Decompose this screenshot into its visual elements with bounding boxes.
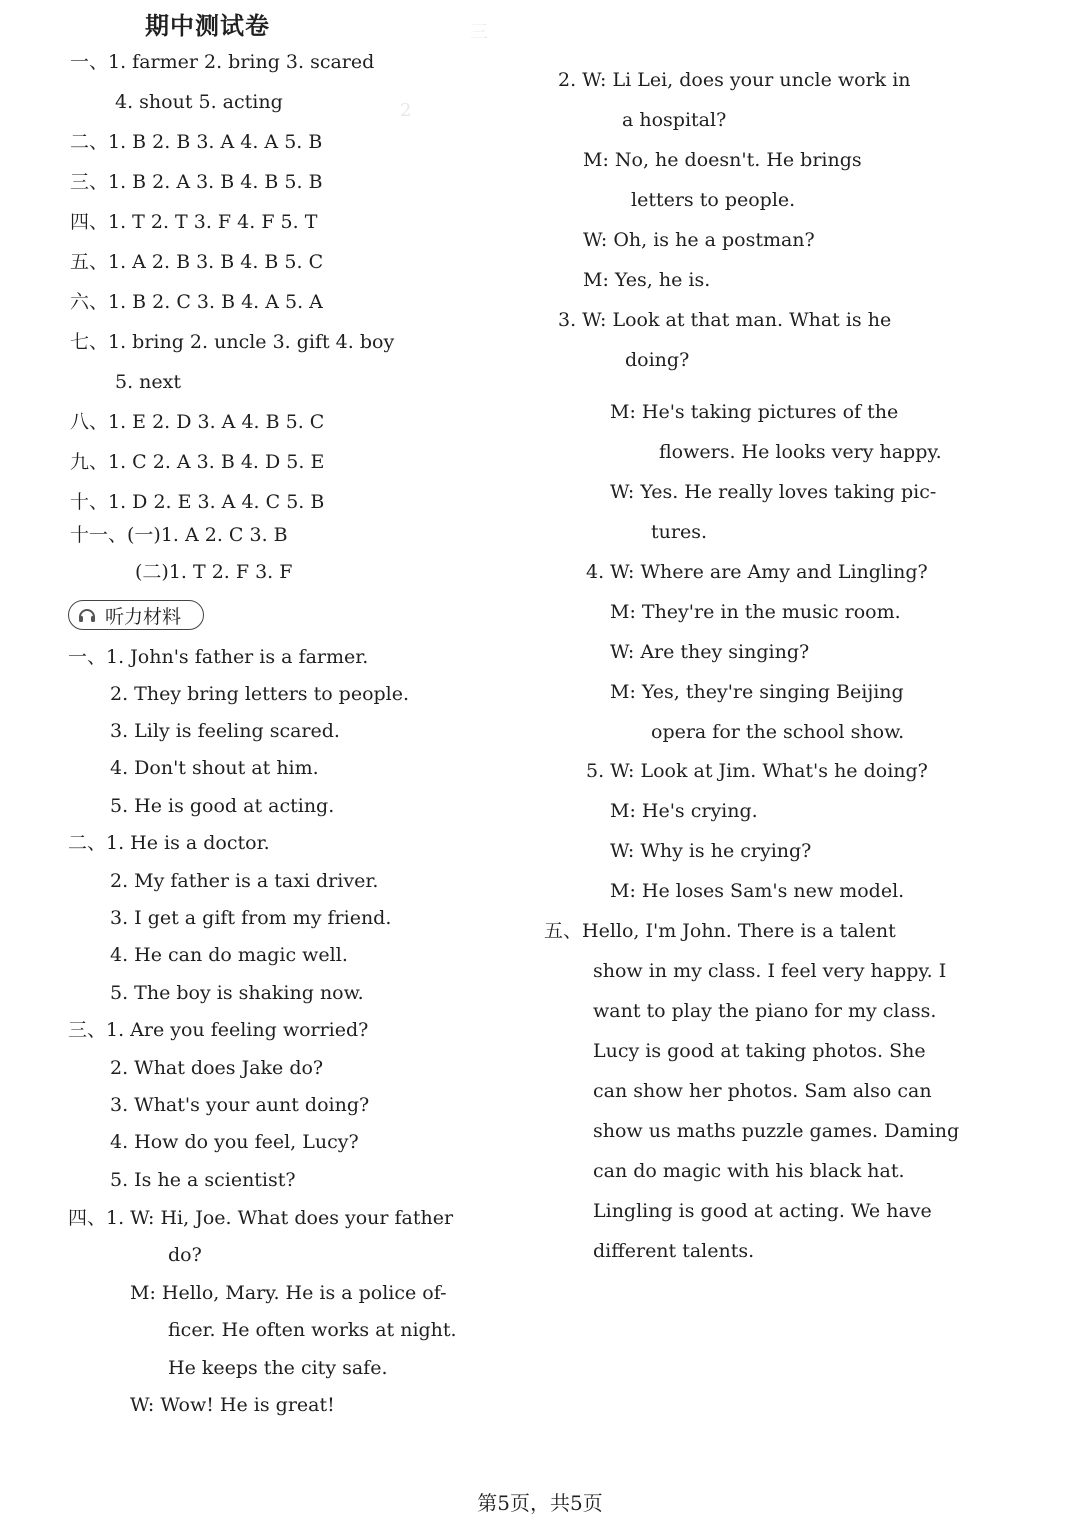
listening-line: Lingling is good at acting. We have: [593, 1200, 932, 1222]
listening-line: 2. They bring letters to people.: [110, 683, 410, 705]
listening-line: 5. The boy is shaking now.: [110, 982, 364, 1004]
answer-line: 八、1. E 2. D 3. A 4. B 5. C: [70, 411, 325, 433]
listening-line: doing?: [625, 349, 690, 371]
listening-line: 2. My father is a taxi driver.: [110, 870, 379, 892]
answer-line: 三、1. B 2. A 3. B 4. B 5. B: [70, 171, 323, 193]
listening-line: 3. Lily is feeling scared.: [110, 720, 340, 742]
listening-line: M: He's taking pictures of the: [610, 401, 899, 423]
listening-line: M: They're in the music room.: [610, 601, 901, 623]
listening-line: He keeps the city safe.: [168, 1357, 388, 1379]
listening-line: Lucy is good at taking photos. She: [593, 1040, 926, 1062]
answer-line: 七、1. bring 2. uncle 3. gift 4. boy: [70, 331, 395, 353]
listening-line: tures.: [651, 521, 707, 543]
listening-line: 一、1. John's father is a farmer.: [68, 646, 369, 668]
listening-line: M: Hello, Mary. He is a police of-: [130, 1282, 447, 1304]
listening-line: M: Yes, he is.: [583, 269, 711, 291]
answer-line: 5. next: [115, 371, 181, 393]
answer-line: 一、1. farmer 2. bring 3. scared: [70, 51, 375, 73]
listening-line: 2. W: Li Lei, does your uncle work in: [558, 69, 911, 91]
listening-line: a hospital?: [622, 109, 727, 131]
listening-line: 二、1. He is a doctor.: [68, 832, 270, 854]
listening-line: flowers. He looks very happy.: [659, 441, 942, 463]
answer-line: 十一、(一)1. A 2. C 3. B: [70, 524, 288, 546]
listening-line: 3. I get a gift from my friend.: [110, 907, 392, 929]
answer-line: 四、1. T 2. T 3. F 4. F 5. T: [70, 211, 318, 233]
headphones-icon: [77, 605, 97, 625]
listening-material-badge: [68, 600, 204, 630]
answer-line: 九、1. C 2. A 3. B 4. D 5. E: [70, 451, 325, 473]
listening-line: do?: [168, 1244, 202, 1266]
listening-line: 三、1. Are you feeling worried?: [68, 1019, 369, 1041]
listening-line: W: Oh, is he a postman?: [583, 229, 815, 251]
bleed-through-mark: 2: [400, 100, 412, 121]
listening-line: 4. Don't shout at him.: [110, 757, 319, 779]
listening-material-label: 听力材料: [105, 605, 182, 628]
listening-line: 4. He can do magic well.: [110, 944, 348, 966]
listening-line: opera for the school show.: [651, 721, 905, 743]
listening-line: ficer. He often works at night.: [168, 1319, 457, 1341]
listening-line: show in my class. I feel very happy. I: [593, 960, 947, 982]
listening-line: M: He loses Sam's new model.: [610, 880, 905, 902]
bleed-through-mark: 三: [470, 22, 488, 43]
listening-line: M: Yes, they're singing Beijing: [610, 681, 904, 703]
listening-line: 5. W: Look at Jim. What's he doing?: [586, 760, 928, 782]
listening-line: 3. W: Look at that man. What is he: [558, 309, 892, 331]
listening-line: 5. Is he a scientist?: [110, 1169, 296, 1191]
listening-line: want to play the piano for my class.: [593, 1000, 937, 1022]
listening-line: W: Why is he crying?: [610, 840, 812, 862]
listening-line: show us maths puzzle games. Daming: [593, 1120, 960, 1142]
answer-line: 二、1. B 2. B 3. A 4. A 5. B: [70, 131, 323, 153]
listening-line: can do magic with his black hat.: [593, 1160, 905, 1182]
listening-line: W: Yes. He really loves taking pic-: [610, 481, 937, 503]
listening-line: M: No, he doesn't. He brings: [583, 149, 862, 171]
listening-line: W: Are they singing?: [610, 641, 810, 663]
answer-line: 五、1. A 2. B 3. B 4. B 5. C: [70, 251, 324, 273]
answer-line: 4. shout 5. acting: [115, 91, 283, 113]
listening-line: 5. He is good at acting.: [110, 795, 335, 817]
listening-line: 四、1. W: Hi, Joe. What does your father: [68, 1207, 454, 1229]
answer-line: 十、1. D 2. E 3. A 4. C 5. B: [70, 491, 325, 513]
listening-line: 4. W: Where are Amy and Lingling?: [586, 561, 928, 583]
page-number-footer: 第5页，共5页: [477, 1491, 603, 1515]
listening-line: M: He's crying.: [610, 800, 758, 822]
answer-line: (二)1. T 2. F 3. F: [135, 561, 293, 583]
answer-line: 六、1. B 2. C 3. B 4. A 5. A: [70, 291, 323, 313]
listening-line: 五、Hello, I'm John. There is a talent: [544, 920, 896, 942]
listening-line: 3. What's your aunt doing?: [110, 1094, 370, 1116]
listening-line: can show her photos. Sam also can: [593, 1080, 932, 1102]
listening-line: W: Wow! He is great!: [130, 1394, 335, 1416]
listening-line: 4. How do you feel, Lucy?: [110, 1131, 359, 1153]
listening-line: letters to people.: [631, 189, 796, 211]
page-title: 期中测试卷: [145, 12, 270, 40]
listening-line: 2. What does Jake do?: [110, 1057, 324, 1079]
listening-line: different talents.: [593, 1240, 755, 1262]
